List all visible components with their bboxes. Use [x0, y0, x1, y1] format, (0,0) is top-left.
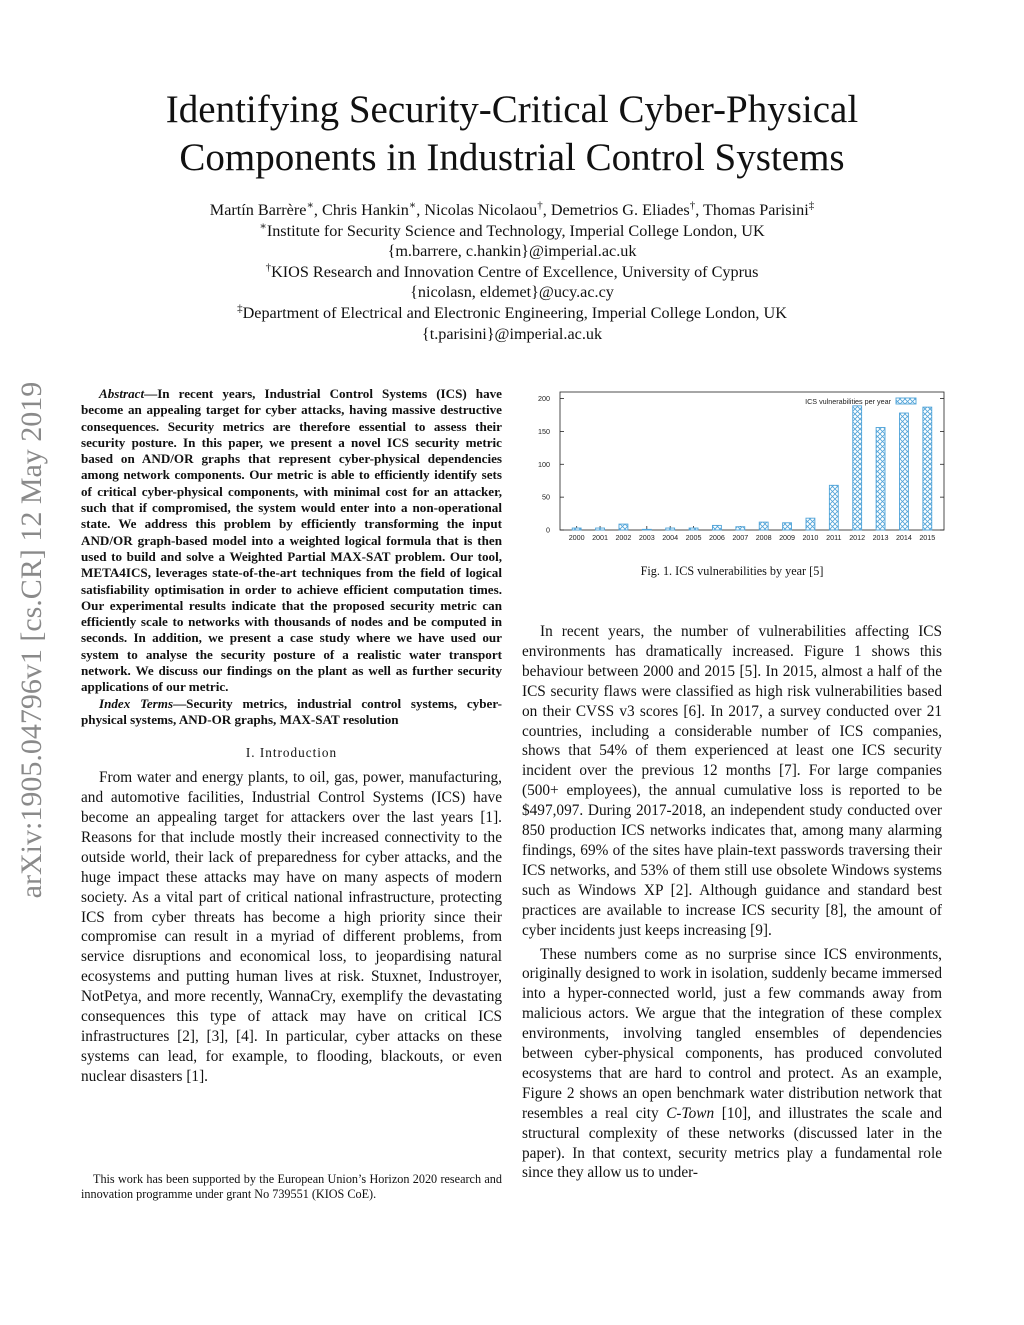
abstract-label: Abstract [99, 386, 145, 401]
abstract [81, 386, 502, 696]
affiliation-1 [0, 221, 1024, 242]
body-text: [10], and illustrates the scale and structural complexity of these networks (discussed later in the paper). In that context, security metrics play a fundamental role since they allow us to under- [522, 1104, 942, 1182]
x-tick-label: 2004 [662, 533, 679, 542]
x-tick-label: 2014 [895, 533, 912, 542]
paper-title [0, 86, 1024, 182]
affiliation-3 [0, 303, 1024, 324]
affil-mark: ∗ [408, 199, 417, 212]
affil-mark: ∗ [306, 199, 314, 212]
plot-frame [560, 392, 944, 530]
x-tick-label: 2008 [755, 533, 772, 542]
bar-2002 [619, 524, 628, 530]
affil-mark: † [689, 199, 696, 212]
body-paragraph [522, 945, 942, 1184]
bar-2010 [806, 518, 815, 530]
x-tick-label: 2005 [685, 533, 702, 542]
author-name: Nicolas Nicolaou [424, 201, 538, 219]
x-tick-label: 2013 [872, 533, 889, 542]
right-column [522, 622, 942, 1183]
x-tick-label: 2009 [779, 533, 796, 542]
title-line-2: Components in Industrial Control Systems [179, 136, 845, 179]
funding-footnote: This work has been supported by the European Union’s Horizon 2020 research and innovation programme under grant No 739551 (KIOS CoE). [81, 1172, 502, 1201]
x-tick-label: 2010 [802, 533, 819, 542]
vulnerabilities-chart [520, 384, 950, 554]
x-tick-label: 2007 [732, 533, 749, 542]
bar-2000 [572, 528, 581, 530]
author-name: Demetrios G. Eliades [550, 201, 690, 219]
left-column [81, 386, 502, 1087]
affiliation-2 [0, 262, 1024, 283]
bar-2009 [783, 523, 792, 530]
city-name: C-Town [666, 1104, 715, 1122]
bar-2005 [689, 528, 698, 530]
x-tick-label: 2011 [826, 533, 842, 542]
x-tick-label: 2001 [592, 533, 609, 542]
affil-mark: ∗ [259, 220, 267, 233]
y-tick-label: 150 [538, 426, 550, 436]
author-block [0, 200, 1024, 344]
y-tick-label: 200 [538, 394, 550, 404]
email-3: {t.parisini}@imperial.ac.uk [421, 324, 603, 343]
affil-mark: ‡ [237, 302, 243, 315]
affil-mark: † [537, 199, 543, 212]
author-name: Thomas Parisini [703, 201, 809, 219]
bar-2014 [899, 413, 908, 530]
x-tick-label: 2002 [615, 533, 632, 542]
bar-2003 [642, 529, 651, 530]
author-name: Chris Hankin [322, 201, 409, 219]
author-name: Martín Barrère [209, 201, 307, 219]
y-tick-label: 100 [538, 459, 550, 469]
x-tick-label: 2006 [708, 533, 725, 542]
author-list: Martín Barrère∗, Chris Hankin∗, Nicolas Nicolaou†, Demetrios G. Eliades†, Thomas Parisini‡ [209, 199, 815, 219]
section-heading: I. Introduction [245, 745, 338, 761]
x-tick-label: 2000 [568, 533, 585, 542]
y-tick-label: 50 [542, 492, 550, 502]
affiliation-text: KIOS Research and Innovation Centre of Excellence, University of Cyprus [271, 262, 759, 281]
bar-2012 [853, 406, 862, 530]
affiliation-text: Institute for Security Science and Technology, Imperial College London, UK [266, 221, 765, 240]
affil-mark: ‡ [808, 199, 815, 212]
index-terms-label: Index Terms [99, 695, 174, 711]
abstract-text: —In recent years, Industrial Control Systems (ICS) have become an appealing target for cyber attacks, having massive destructive consequences. Security metrics are therefore essential to assess their security posture. In this paper, we present a novel ICS security metric based on AND/OR graphs that represent cyber-physical dependencies among network components. Our metric is able to efficiently identify sets of critical cyber-physical components, with minimal cost for an attacker, such that if compromised, the system would enter into a non-operational state. We address this problem by efficiently transforming the input AND/OR graph-based model into a weighted logical formula that is then used to build and solve a Weighted Partial MAX-SAT problem. Our tool, META4ICS, leverages state-of-the-art techniques from the field of logical satisfiability optimisation in order to achieve efficient computation times. Our experimental results indicate that the proposed security metric can efficiently scale to networks with thousands of nodes and be computed in seconds. In addition, we present a case study where we have used our system to analyse the security posture of a realistic water transport network. We discuss our findings on the plant as well as further security applications of our metric. [81, 386, 502, 695]
intro-paragraph: From water and energy plants, to oil, gas, power, manufacturing, and automotive facilities, Industrial Control Systems (ICS) have become an appealing target for attackers over the last years [1]. Reasons for that include mostly their increased connectivity to the outside world, their lack of preparedness for cyber attacks, and the huge impact these attacks may have on many aspects of modern society. As a vital part of critical national infrastructure, protecting ICS from cyber threats has become a high priority since their compromise can result in a myriad of different problems, from service disruptions and economical loss, to jeopardising natural ecosystems and putting human lives at risk. Stuxnet, Industroyer, NotPetya, and more recently, WannaCry, exemplify the devastating consequences this type of attack may have on critical ICS infrastructures [2], [3], [4]. In particular, cyber attacks on these systems can lead, for example, to flooding, blackouts, or even nuclear disasters [1]. [81, 769, 502, 1085]
body-text: These numbers come as no surprise since ICS environments, originally designed to work in isolation, suddenly became immersed into a hyper-connected world, just a few commands away from malicious actors. We argue that the integration of these complex environments, involving tangled ensembles of dependencies between cyber-physical components, has produced convoluted ecosystems that are hard to control and protect. As an example, Figure 2 shows an open benchmark water distribution network that resembles a real city [522, 945, 942, 1122]
bar-2013 [876, 427, 885, 530]
email-1: {m.barrere, c.hankin}@imperial.ac.uk [387, 242, 637, 261]
x-tick-label: 2012 [849, 533, 866, 542]
x-tick-label: 2003 [638, 533, 655, 542]
legend-swatch [896, 398, 916, 404]
figure-caption: Fig. 1. ICS vulnerabilities by year [5] [640, 564, 824, 578]
body-paragraph: In recent years, the number of vulnerabilities affecting ICS environments has dramatically increased. Figure 1 shows this behaviour between 2000 and 2015 [5]. In 2015, almost a half of the ICS security flaws were classified as high risk vulnerabilities based on their CVSS v3 scores [6]. In 2017, a survey conducted over 21 countries, including a considerable number of ICS companies, shows that 54% of them experienced at least one ICS security incident over the previous 12 months [7]. For large companies (500+ employees), the annual cumulative loss is reported to be $497,097. During 2017-2018, an independent study conducted over 850 production ICS networks indicates that, among many alarming findings, 69% of the sites have plain-text passwords traversing their ICS networks, and 53% of them still use obsolete Windows systems such as Windows XP [2]. Although guidance and standard best practices are available to increase ICS security [8], the amount of cyber incidents just keeps increasing [9]. [522, 623, 942, 939]
bar-2011 [829, 485, 838, 530]
legend-label: ICS vulnerabilities per year [805, 397, 891, 406]
bar-2007 [736, 527, 745, 530]
bar-2008 [759, 522, 768, 530]
bar-2001 [596, 528, 605, 530]
affil-mark: † [265, 261, 272, 274]
affiliation-text: Department of Electrical and Electronic Engineering, Imperial College London, UK [242, 303, 787, 322]
bar-2004 [666, 528, 675, 530]
title-line-1: Identifying Security-Critical Cyber-Physical [165, 88, 859, 131]
y-tick-label: 0 [546, 525, 550, 535]
email-2: {nicolasn, eldemet}@ucy.ac.cy [410, 283, 614, 302]
bar-2015 [923, 407, 932, 530]
x-tick-label: 2015 [919, 533, 936, 542]
index-terms [81, 696, 502, 729]
arxiv-stamp: arXiv:1905.04796v1 [cs.CR] 12 May 2019 [15, 381, 48, 899]
index-terms-text: —Security metrics, industrial control systems, cyber-physical systems, AND-OR graphs, MAX-SAT resolution [81, 695, 503, 727]
bar-2006 [712, 525, 721, 530]
